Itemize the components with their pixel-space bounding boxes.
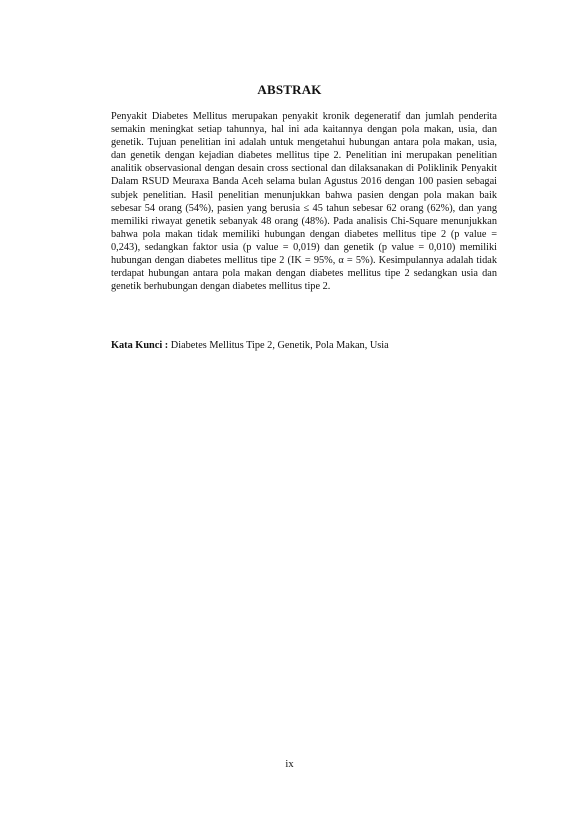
abstract-paragraph: Penyakit Diabetes Mellitus merupakan penyakit kronik degeneratif dan jumlah penderita semakin meningkat setiap tahunnya, hal ini ada kaitannya dengan pola makan, usia, dan genetik. Tujuan penelitian ini adalah untuk mengetahui hubungan antara pola makan, usia, dan genetik dengan kejadian diabetes mellitus tipe 2. Penelitian ini merupakan penelitian analitik observasional dengan desain cross sectional dan dilaksanakan di Poliklinik Penyakit Dalam RSUD Meuraxa Banda Aceh selama bulan Agustus 2016 dengan 100 pasien sebagai subjek penelitian. Hasil penelitian menunjukkan bahwa pasien dengan pola makan baik sebesar 54 orang (54%), pasien yang berusia ≤ 45 tahun sebesar 62 orang (62%), dan yang memiliki riwayat genetik sebanyak 48 orang (48%). Pada analisis Chi-Square menunjukkan bahwa pola makan tidak memiliki hubungan dengan diabetes mellitus tipe 2 (p value = 0,243), sedangkan faktor usia (p value = 0,019) dan genetik (p value = 0,010) memiliki hubungan dengan diabetes mellitus tipe 2 (IK = 95%, α = 5%). Kesimpulannya adalah tidak terdapat hubungan antara pola makan dengan diabetes mellitus tipe 2 sedangkan usia dan genetik berhubungan dengan diabetes mellitus tipe 2. [111,111,497,293]
keywords-line [111,339,497,352]
page-number: ix [285,759,294,770]
keywords-label: Kata Kunci : [111,340,169,351]
page-title: ABSTRAK [257,82,322,97]
keywords-value: Diabetes Mellitus Tipe 2, Genetik, Pola Makan, Usia [168,340,389,351]
